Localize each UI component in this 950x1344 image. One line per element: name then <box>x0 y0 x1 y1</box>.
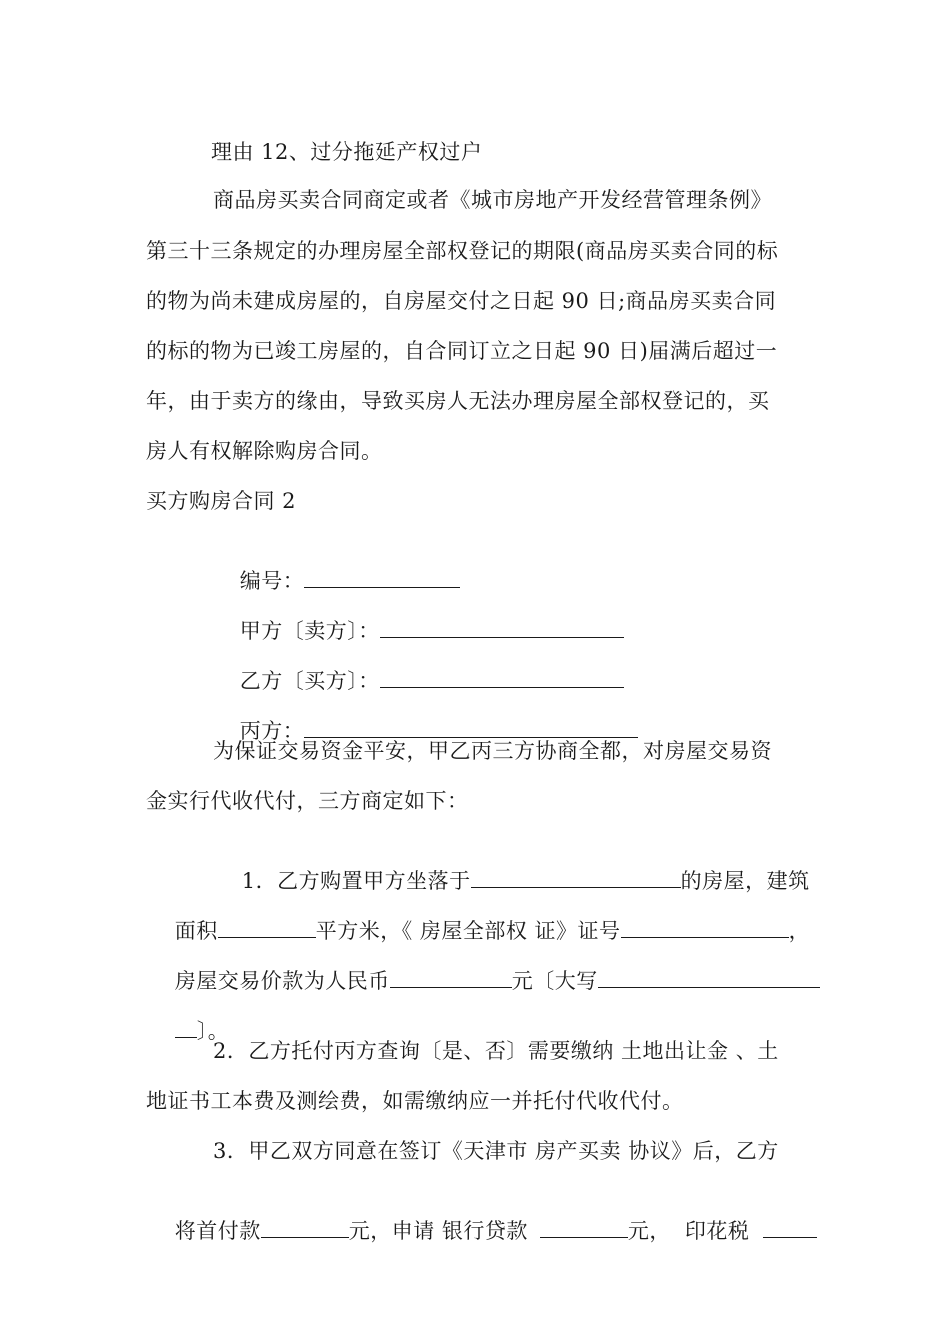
clause-3-line <box>146 1186 817 1276</box>
price-blank <box>390 967 512 988</box>
clause-text: 的房屋，建筑 <box>680 869 810 893</box>
clause-3-line: 3．甲乙双方同意在签订《天津市 房产买卖 协议》后，乙方 <box>213 1139 779 1163</box>
clause-text: 印花税 <box>684 1219 750 1243</box>
paragraph-line: 的标的物为已竣工房屋的，自合同订立之日起 90 日)届满后超过一 <box>146 339 778 363</box>
clause-text: 〕。 <box>196 1019 230 1043</box>
contract-number-blank <box>304 567 460 588</box>
property-location-blank <box>471 867 681 888</box>
party-c-blank <box>304 717 638 738</box>
clause-text: 元〔大写 <box>511 969 598 993</box>
area-blank <box>218 917 316 938</box>
intro-line: 为保证交易资金平安，甲乙丙三方协商全都，对房屋交易资 <box>213 739 772 763</box>
paragraph-line: 商品房买卖合同商定或者《城市房地产开发经营管理条例》 <box>213 188 772 212</box>
party-a-blank <box>380 617 624 638</box>
certificate-number-blank <box>621 917 789 938</box>
stamp-tax-blank <box>763 1217 817 1238</box>
clause-2-line: 2．乙方托付丙方查询〔是、否〕需要缴纳 土地出让金 、土 <box>213 1039 779 1063</box>
contract-title: 买方购房合同 2 <box>146 489 297 513</box>
paragraph-line: 第三十三条规定的办理房屋全部权登记的期限(商品房买卖合同的标 <box>146 239 779 263</box>
clause-1-line <box>146 936 820 1026</box>
intro-line: 金实行代收代付，三方商定如下： <box>146 789 469 813</box>
party-a-label: 甲方〔卖方〕： <box>239 619 380 643</box>
clause-text: 1．乙方购置甲方坐落于 <box>241 869 471 893</box>
clause-text: 元， <box>627 1219 671 1243</box>
party-c-label: 丙方： <box>239 719 305 743</box>
clause-text: 房屋交易价款为人民币 <box>174 969 390 993</box>
paragraph-line: 房人有权解除购房合同。 <box>146 439 383 463</box>
price-uppercase-blank <box>598 967 820 988</box>
paragraph-line: 的物为尚未建成房屋的，自房屋交付之日起 90 日;商品房买卖合同 <box>146 289 777 313</box>
clause-text: 将首付款 <box>174 1219 261 1243</box>
party-b-label: 乙方〔买方〕： <box>239 669 380 693</box>
clause-text: 面积 <box>174 919 218 943</box>
section-heading-reason-12: 理由 12、过分拖延产权过户 <box>211 140 483 164</box>
clause-text: 元，申请 银行贷款 <box>348 1219 528 1243</box>
price-uppercase-blank-continued <box>175 1017 197 1038</box>
party-b-blank <box>380 667 624 688</box>
clause-2-line: 地证书工本费及测绘费，如需缴纳应一并托付代收代付。 <box>146 1089 684 1113</box>
clause-text: ， <box>788 919 811 943</box>
clause-text: 平方米，《 房屋全部权 证》证号 <box>315 919 621 943</box>
contract-number-label: 编号： <box>239 569 305 593</box>
paragraph-line: 年，由于卖方的缘由，导致买房人无法办理房屋全部权登记的，买 <box>146 389 770 413</box>
bank-loan-blank <box>540 1217 628 1238</box>
down-payment-blank <box>261 1217 349 1238</box>
